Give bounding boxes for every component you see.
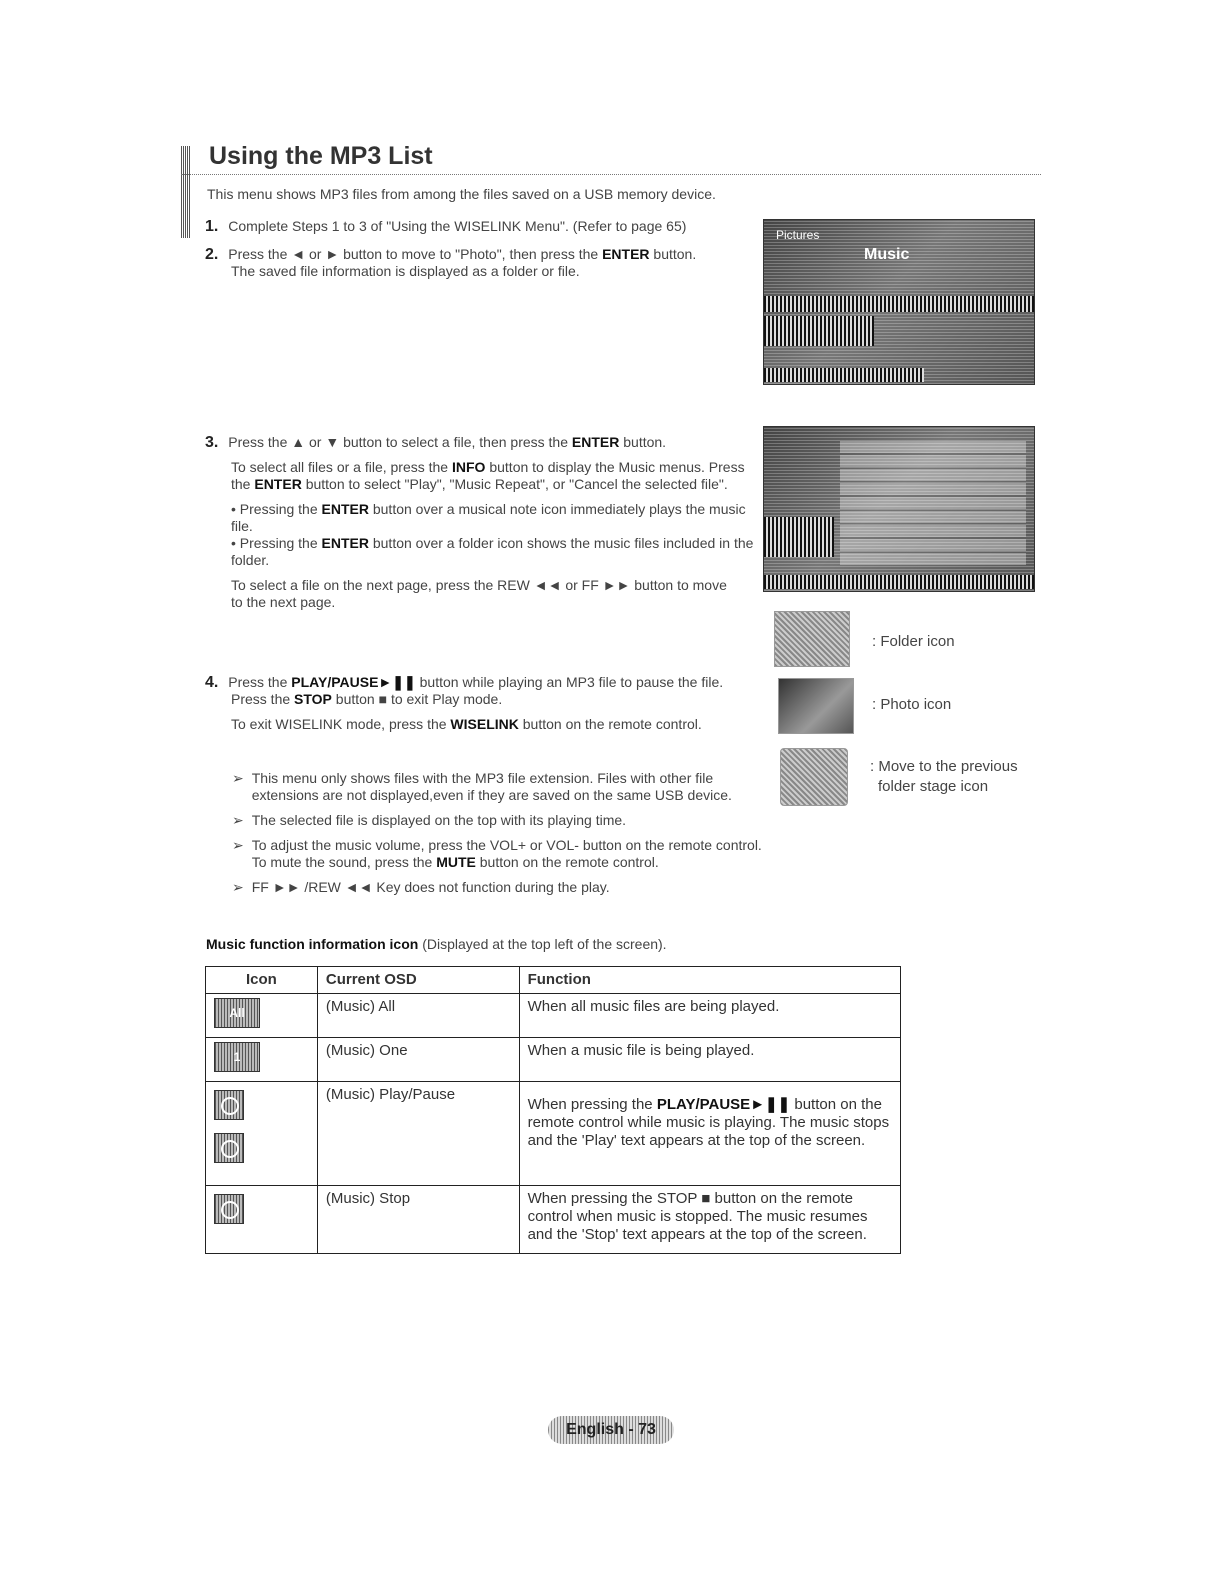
photo-icon [778, 678, 854, 734]
legend-label-photo: : Photo icon [872, 696, 952, 713]
note-item [232, 770, 762, 804]
note-text [252, 837, 762, 871]
file-row [840, 469, 1026, 481]
note-text: FF ►► /REW ◄◄ Key does not function during the play. [251, 879, 610, 895]
table-row [206, 1082, 901, 1186]
step-2 [205, 246, 745, 280]
text-part: button while playing an MP3 file to pause the file. [415, 674, 724, 690]
folder-up-icon [780, 748, 848, 806]
table-caption [206, 936, 667, 952]
header-function: Function [519, 967, 900, 994]
osd-cell: (Music) All [317, 994, 519, 1038]
step-text [228, 246, 696, 262]
table-header-row [206, 967, 901, 994]
music-all-icon [214, 998, 260, 1028]
osd-cell: (Music) One [317, 1038, 519, 1082]
text-part: button on the remote control while music is playing. The music stops and the 'Play' text appears at the top of the screen. [527, 1096, 890, 1149]
title-divider [181, 174, 1041, 175]
file-row [840, 511, 1026, 523]
step-number: 2. [205, 246, 219, 263]
function-cell: When a music file is being played. [519, 1038, 900, 1082]
step-text-part: Press the ◄ or ► button to move to "Photo", then press the [228, 246, 603, 262]
step-3 [205, 434, 755, 619]
file-row [840, 441, 1026, 453]
step-paragraph [231, 459, 755, 493]
step-text-part: button. [649, 246, 697, 262]
text-part: Press the [228, 674, 292, 690]
step-text-line2: The saved file information is displayed as a folder or file. [231, 263, 580, 279]
note-text: The selected file is displayed on the top with its playing time. [251, 812, 627, 828]
folder-icon [774, 611, 850, 667]
note-item [232, 812, 762, 829]
step-text-bold: ENTER [602, 246, 650, 262]
step-text [228, 674, 723, 690]
table-row [206, 994, 901, 1038]
note-arrow-icon: ➢ [232, 837, 244, 853]
legend-line: folder stage icon [878, 778, 989, 795]
step-text-part: button. [619, 434, 667, 450]
music-play-icon [214, 1090, 244, 1120]
file-row [840, 553, 1026, 565]
legend-label-previous [870, 757, 1018, 797]
file-row [840, 455, 1026, 467]
step-text [228, 434, 666, 450]
page-title: Using the MP3 List [209, 142, 433, 170]
intro-text: This menu shows MP3 files from among the files saved on a USB memory device. [207, 186, 716, 202]
text-bold: ENTER [321, 535, 369, 551]
music-one-icon [214, 1042, 260, 1072]
screen-band [764, 296, 1034, 312]
screen-band [764, 316, 874, 346]
text-part: Press the [231, 691, 295, 707]
icon-text: 1 [233, 1050, 241, 1064]
legend-label-folder: : Folder icon [872, 633, 955, 650]
file-row [840, 483, 1026, 495]
step-number: 1. [205, 218, 219, 235]
step-4 [205, 674, 765, 741]
legend-line: : Move to the previous [870, 758, 1018, 775]
file-row [840, 539, 1026, 551]
header-icon: Icon [206, 967, 318, 994]
note-arrow-icon: ➢ [232, 812, 244, 828]
function-cell: When all music files are being played. [519, 994, 900, 1038]
title-accent-bar [181, 146, 191, 238]
note-item [232, 837, 762, 871]
step-text: Complete Steps 1 to 3 of "Using the WISELINK Menu". (Refer to page 65) [228, 218, 687, 234]
icon-cell [206, 1082, 318, 1186]
function-cell [519, 1082, 900, 1186]
music-function-table [205, 966, 901, 1254]
step-paragraph: To select a file on the next page, press the REW ◄◄ or FF ►► button to move to the next page. [231, 577, 727, 610]
table-row [206, 1038, 901, 1082]
header-osd: Current OSD [317, 967, 519, 994]
file-list [840, 441, 1026, 567]
caption-bold: Music function information icon [206, 936, 419, 952]
step-number: 3. [205, 434, 219, 451]
text-part: To exit WISELINK mode, press the [231, 716, 451, 732]
step-paragraph [231, 716, 765, 733]
text-part: button to select "Play", "Music Repeat", or "Cancel the selected file". [301, 476, 728, 492]
text-part: button ■ to exit Play mode. [331, 691, 503, 707]
screen-band [764, 517, 834, 557]
text-part: button to display the Music menus. Press the [231, 459, 745, 492]
text-bold: STOP [294, 691, 332, 707]
text-bold: INFO [452, 459, 486, 475]
text-bold: PLAY/PAUSE►❚❚ [656, 1096, 791, 1113]
note-text: This menu only shows files with the MP3 file extension. Files with other file extensions are not displayed,even if they are saved on the same USB device. [251, 770, 732, 803]
text-bold: PLAY/PAUSE►❚❚ [291, 674, 416, 690]
caption-rest: (Displayed at the top left of the screen). [418, 936, 667, 952]
icon-cell [206, 994, 318, 1038]
text-part: button on the remote control. [518, 716, 702, 732]
text-bold: ENTER [321, 501, 369, 517]
osd-cell: (Music) Stop [317, 1186, 519, 1254]
text-part: button over a folder icon shows the music files included in the folder. [231, 535, 754, 568]
text-bold: ENTER [254, 476, 302, 492]
osd-cell: (Music) Play/Pause [317, 1082, 519, 1186]
text-part: • Pressing the [231, 535, 322, 551]
step-1 [205, 218, 745, 235]
step-number: 4. [205, 674, 219, 691]
step-text-part: Press the ▲ or ▼ button to select a file, then press the [228, 434, 572, 450]
step-paragraph [231, 691, 765, 708]
table-row [206, 1186, 901, 1254]
text-bold: MUTE [436, 854, 476, 870]
icon-text: All [229, 1006, 245, 1020]
music-menu-screenshot [763, 219, 1035, 385]
page-number-badge: English - 73 [548, 1416, 674, 1444]
icon-cell [206, 1186, 318, 1254]
note-item [232, 879, 762, 896]
text-part: • Pressing the [231, 501, 322, 517]
music-list-screenshot [763, 426, 1035, 592]
screen-title: Music [864, 246, 910, 263]
note-arrow-icon: ➢ [232, 879, 244, 895]
text-part: button on the remote control. [475, 854, 659, 870]
music-pause-icon [214, 1133, 244, 1163]
notes-list [232, 770, 762, 896]
bullet-item [231, 535, 755, 569]
screen-band [764, 368, 924, 382]
file-row [840, 497, 1026, 509]
music-stop-icon [214, 1194, 244, 1224]
screen-tab: Pictures [776, 228, 820, 242]
text-part: To select all files or a file, press the [231, 459, 452, 475]
step-text-bold: ENTER [571, 434, 620, 450]
text-bold: WISELINK [450, 716, 519, 732]
screen-band [764, 575, 1034, 589]
text-part: When pressing the [527, 1096, 657, 1113]
file-row [840, 525, 1026, 537]
text-part: button over a musical note icon immediately plays the music file. [231, 501, 746, 534]
function-cell: When pressing the STOP ■ button on the remote control when music is stopped. The music resumes and the 'Stop' text appears at the top of the screen. [519, 1186, 900, 1254]
text-part: To adjust the music volume, press the VOL+ or VOL- button on the remote control. To mute the sound, press the [251, 837, 762, 870]
bullet-item [231, 501, 755, 535]
icon-cell [206, 1038, 318, 1082]
note-arrow-icon: ➢ [232, 770, 244, 786]
